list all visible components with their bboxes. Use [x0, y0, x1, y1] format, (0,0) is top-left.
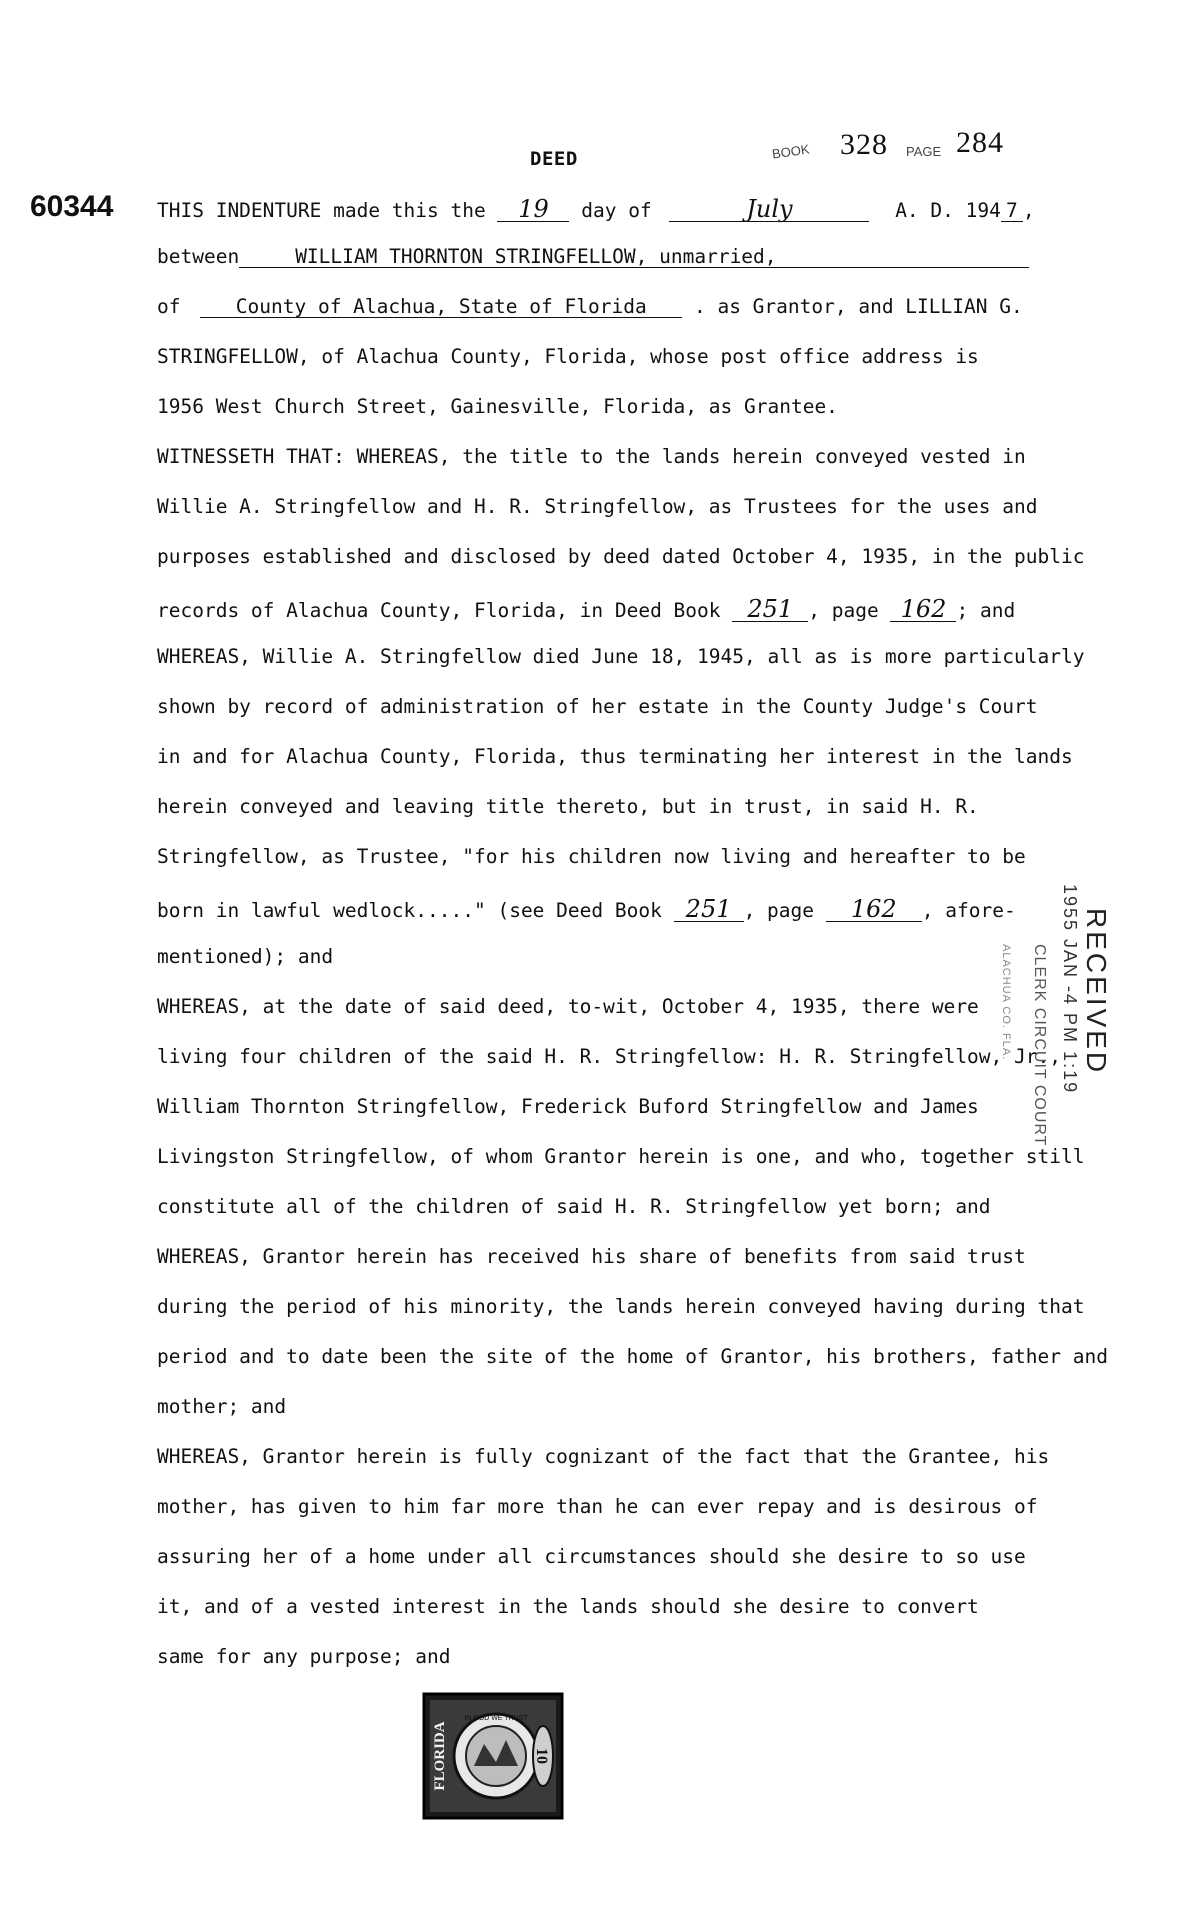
body-line-22: WHEREAS, Grantor herein has received his share of benefits from said trust	[157, 1245, 1026, 1268]
body-line-17: WHEREAS, at the date of said deed, to-wit, October 4, 1935, there were	[157, 995, 979, 1018]
book-label: BOOK	[771, 141, 811, 162]
grantee-line: STRINGFELLOW, of Alachua County, Florida, whose post office address is	[157, 345, 979, 368]
body-line-24: period and to date been the site of the home of Grantor, his brothers, father and	[157, 1345, 1108, 1368]
body-line-30: same for any purpose; and	[157, 1645, 451, 1668]
revenue-denomination: 10	[533, 1748, 550, 1764]
body-line-23: during the period of his minority, the lands herein conveyed having during that	[157, 1295, 1085, 1318]
deed-book-number: 251	[732, 597, 808, 622]
see-deed-book-text: born in lawful wedlock....." (see Deed Book	[157, 899, 662, 922]
body-line-19: William Thornton Stringfellow, Frederick Buford Stringfellow and James	[157, 1095, 979, 1118]
revenue-state-name: FLORIDA	[432, 1721, 448, 1791]
grantee-address-line: 1956 West Church Street, Gainesville, Florida, as Grantee.	[157, 395, 838, 418]
body-line-21: constitute all of the children of said H. R. Stringfellow yet born; and	[157, 1195, 991, 1218]
body-line-13: herein conveyed and leaving title thereto, but in trust, in said H. R.	[157, 795, 979, 818]
as-grantor-text: . as Grantor, and LILLIAN G.	[693, 295, 1023, 318]
deed-book-number-2: 251	[674, 897, 744, 922]
body-line-15	[157, 897, 1016, 922]
revenue-motto: IN GOD WE TRUST	[464, 1715, 528, 1722]
ad-label: A. D. 194	[895, 199, 1001, 222]
body-line-14: Stringfellow, as Trustee, "for his children now living and hereafter to be	[157, 845, 1026, 868]
revenue-stamp-graphic	[422, 1692, 564, 1820]
body-line-10: WHEREAS, Willie A. Stringfellow died June 18, 1945, all as is more particularly	[157, 645, 1085, 668]
page-text-2: , page	[743, 899, 815, 922]
between-label: between	[157, 245, 240, 268]
body-line-9	[157, 597, 1015, 622]
afore-text: , afore-	[921, 899, 1016, 922]
body-line-18: living four children of the said H. R. Stringfellow: H. R. Stringfellow, Jr.,	[157, 1045, 1061, 1068]
grantor-residence: County of Alachua, State of Florida	[200, 297, 682, 318]
body-line-28: assuring her of a home under all circumstances should she desire to so use	[157, 1545, 1026, 1568]
indenture-line	[157, 197, 1035, 222]
body-line-29: it, and of a vested interest in the lands should she desire to convert	[157, 1595, 979, 1618]
clerk-circuit-court: CLERK CIRCUIT COURT	[1031, 944, 1048, 1147]
between-line	[157, 247, 1029, 268]
body-line-16: mentioned); and	[157, 945, 334, 968]
residence-line	[157, 297, 1023, 318]
florida-revenue-stamp	[422, 1692, 564, 1820]
body-line-20: Livingston Stringfellow, of whom Grantor herein is one, and who, together still	[157, 1145, 1085, 1168]
day-value: 19	[497, 197, 569, 222]
month-value: July	[669, 197, 869, 222]
body-line-26: WHEREAS, Grantor herein is fully cognizant of the fact that the Grantee, his	[157, 1445, 1050, 1468]
book-page-reference	[772, 122, 1032, 172]
deed-page-number-2: 162	[826, 897, 922, 922]
book-number: 328	[840, 128, 888, 161]
of-label: of	[157, 295, 181, 318]
body-line-8: purposes established and disclosed by deed dated October 4, 1935, in the public	[157, 545, 1085, 568]
day-of-text: day of	[581, 199, 652, 222]
year-digit: 7	[1001, 201, 1023, 222]
received-date-time: 1955 JAN -4 PM 1:19	[1060, 884, 1080, 1095]
body-line-6: WITNESSETH THAT: WHEREAS, the title to the lands herein conveyed vested in	[157, 445, 1026, 468]
alachua-county-fla: ALACHUA CO. FLA.	[1000, 944, 1012, 1061]
received-stamp: RECEIVED	[1081, 908, 1112, 1076]
deed-page-number: 162	[890, 597, 956, 622]
indenture-text: THIS INDENTURE made this the	[157, 199, 486, 222]
document-title: DEED	[530, 148, 578, 170]
page-label: PAGE	[906, 144, 942, 159]
grantor-name: WILLIAM THORNTON STRINGFELLOW, unmarried,	[239, 247, 1029, 268]
body-line-11: shown by record of administration of her estate in the County Judge's Court	[157, 695, 1038, 718]
and-text: ; and	[956, 599, 1016, 622]
body-line-27: mother, has given to him far more than he can ever repay and is desirous of	[157, 1495, 1038, 1518]
page-number: 284	[956, 126, 1004, 159]
deed-book-text: records of Alachua County, Florida, in Deed Book	[157, 599, 721, 622]
document-number: 60344	[30, 190, 114, 223]
page-text: , page	[808, 599, 879, 622]
body-line-7: Willie A. Stringfellow and H. R. Stringfellow, as Trustees for the uses and	[157, 495, 1038, 518]
body-line-12: in and for Alachua County, Florida, thus terminating her interest in the lands	[157, 745, 1073, 768]
body-line-25: mother; and	[157, 1395, 287, 1418]
year-suffix: ,	[1022, 199, 1035, 222]
